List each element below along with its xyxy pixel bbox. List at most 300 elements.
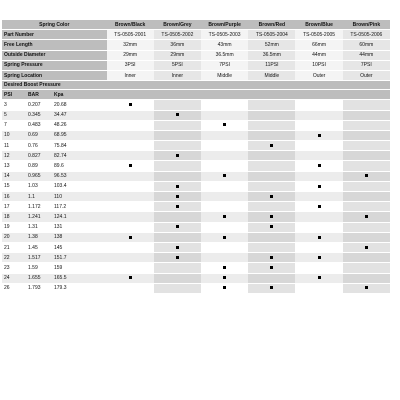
psi-value: 13 — [4, 163, 10, 170]
psi-value: 10 — [4, 132, 10, 139]
mark-cell — [343, 212, 390, 222]
mark-cell — [201, 161, 248, 171]
bar-value: 0.69 — [28, 132, 38, 139]
kpa-value: 131 — [54, 224, 63, 231]
selection-mark — [223, 123, 226, 126]
selection-mark — [270, 144, 273, 147]
mark-cell — [343, 151, 390, 161]
mark-cell — [343, 161, 390, 171]
unit-header-spacer — [201, 90, 248, 100]
mark-cell — [295, 192, 342, 202]
mark-cell — [295, 232, 342, 242]
bar-value: 1.655 — [28, 275, 41, 282]
pressure-values — [2, 283, 107, 293]
selection-mark — [129, 103, 132, 106]
kpa-value: 165.5 — [54, 275, 67, 282]
selection-mark — [223, 236, 226, 239]
unit-header-spacer — [248, 90, 295, 100]
spec-value: 36.5mm — [201, 50, 248, 60]
mark-cell — [201, 110, 248, 120]
column-header: Brown/Red — [248, 20, 295, 30]
mark-cell — [107, 283, 154, 293]
bar-value: 0.89 — [28, 163, 38, 170]
spec-value: 29mm — [154, 50, 201, 60]
selection-mark — [176, 256, 179, 259]
selection-mark — [176, 113, 179, 116]
bar-value: 0.76 — [28, 142, 38, 149]
bar-value: 1.31 — [28, 224, 38, 231]
psi-value: 17 — [4, 203, 10, 210]
mark-cell — [248, 192, 295, 202]
kpa-value: 20.68 — [54, 101, 67, 108]
mark-cell — [154, 242, 201, 252]
mark-cell — [248, 222, 295, 232]
boost-title-row — [2, 81, 390, 90]
pressure-row — [2, 110, 390, 120]
psi-value: 21 — [4, 244, 10, 251]
pressure-values — [2, 192, 107, 202]
pressure-row — [2, 130, 390, 140]
spec-value: Middle — [201, 70, 248, 80]
psi-value: 5 — [4, 112, 7, 119]
selection-mark — [270, 195, 273, 198]
mark-cell — [248, 202, 295, 212]
psi-value: 11 — [4, 142, 10, 149]
mark-cell — [107, 192, 154, 202]
mark-cell — [295, 100, 342, 110]
pressure-values — [2, 141, 107, 151]
mark-cell — [201, 100, 248, 110]
mark-cell — [343, 232, 390, 242]
kpa-value: 138 — [54, 234, 63, 241]
spec-value: 3PSI — [107, 60, 154, 70]
mark-cell — [343, 283, 390, 293]
mark-cell — [154, 232, 201, 242]
kpa-value: 179.3 — [54, 285, 67, 292]
selection-mark — [270, 266, 273, 269]
mark-cell — [343, 263, 390, 273]
psi-value: 15 — [4, 183, 10, 190]
selection-mark — [176, 246, 179, 249]
kpa-value: 145 — [54, 244, 63, 251]
mark-cell — [201, 141, 248, 151]
mark-cell — [154, 192, 201, 202]
spec-value: 7PSI — [201, 60, 248, 70]
mark-cell — [154, 263, 201, 273]
unit-header-spacer — [295, 90, 342, 100]
pressure-row — [2, 253, 390, 263]
psi-value: 20 — [4, 234, 10, 241]
mark-cell — [201, 263, 248, 273]
psi-value: 19 — [4, 224, 10, 231]
pressure-row — [2, 242, 390, 252]
spec-value: 11PSI — [248, 60, 295, 70]
mark-cell — [201, 232, 248, 242]
mark-cell — [343, 110, 390, 120]
header-row — [2, 20, 390, 30]
mark-cell — [201, 151, 248, 161]
kpa-value: 89.6 — [54, 163, 64, 170]
psi-value: 3 — [4, 101, 7, 108]
mark-cell — [248, 171, 295, 181]
psi-value: 23 — [4, 264, 10, 271]
spec-value: Outer — [343, 70, 390, 80]
mark-cell — [248, 181, 295, 191]
unit-header-spacer — [107, 90, 154, 100]
pressure-values — [2, 253, 107, 263]
column-header: Brown/Blue — [295, 20, 342, 30]
column-header: Brown/Pink — [343, 20, 390, 30]
kpa-value: 48.26 — [54, 122, 67, 129]
mark-cell — [154, 161, 201, 171]
unit-header-spacer — [343, 90, 390, 100]
mark-cell — [107, 181, 154, 191]
mark-cell — [154, 222, 201, 232]
selection-mark — [223, 174, 226, 177]
psi-value: 12 — [4, 152, 10, 159]
selection-mark — [318, 236, 321, 239]
spec-value: TS-0505-2006 — [343, 30, 390, 40]
pressure-row — [2, 120, 390, 130]
mark-cell — [107, 110, 154, 120]
bar-value: 1.1 — [28, 193, 35, 200]
spec-value: 66mm — [295, 40, 342, 50]
mark-cell — [107, 242, 154, 252]
spec-value: Middle — [248, 70, 295, 80]
mark-cell — [154, 141, 201, 151]
spec-value: TS-0505-2004 — [248, 30, 295, 40]
mark-cell — [107, 141, 154, 151]
spec-value: 5PSI — [154, 60, 201, 70]
kpa-value: 124.1 — [54, 213, 67, 220]
spec-value: 10PSI — [295, 60, 342, 70]
selection-mark — [176, 225, 179, 228]
psi-value: 7 — [4, 122, 7, 129]
spec-value: 60mm — [343, 40, 390, 50]
mark-cell — [295, 212, 342, 222]
pressure-row — [2, 192, 390, 202]
mark-cell — [201, 283, 248, 293]
mark-cell — [343, 100, 390, 110]
mark-cell — [295, 110, 342, 120]
selection-mark — [223, 266, 226, 269]
bar-value: 1.03 — [28, 183, 38, 190]
pressure-values — [2, 171, 107, 181]
selection-mark — [176, 205, 179, 208]
unit-header-spacer — [154, 90, 201, 100]
pressure-values — [2, 120, 107, 130]
selection-mark — [270, 215, 273, 218]
mark-cell — [343, 192, 390, 202]
kpa-value: 110 — [54, 193, 62, 200]
pressure-values — [2, 100, 107, 110]
mark-cell — [201, 130, 248, 140]
mark-cell — [248, 232, 295, 242]
bar-value: 1.59 — [28, 264, 38, 271]
selection-mark — [270, 256, 273, 259]
column-header: Brown/Grey — [154, 20, 201, 30]
spec-value: 52mm — [248, 40, 295, 50]
unit-header-bar: BAR — [28, 91, 39, 98]
psi-value: 22 — [4, 254, 10, 261]
mark-cell — [201, 202, 248, 212]
mark-cell — [154, 171, 201, 181]
spring-spec-table — [2, 20, 390, 294]
pressure-values — [2, 202, 107, 212]
mark-cell — [295, 151, 342, 161]
spec-value: 29mm — [107, 50, 154, 60]
mark-cell — [201, 253, 248, 263]
kpa-value: 103.4 — [54, 183, 67, 190]
selection-mark — [318, 164, 321, 167]
mark-cell — [201, 242, 248, 252]
selection-mark — [176, 185, 179, 188]
mark-cell — [295, 130, 342, 140]
spec-row-label: Free Length — [2, 40, 107, 50]
mark-cell — [107, 202, 154, 212]
mark-cell — [343, 253, 390, 263]
selection-mark — [318, 256, 321, 259]
mark-cell — [295, 120, 342, 130]
pressure-row — [2, 161, 390, 171]
bar-value: 1.793 — [28, 285, 41, 292]
pressure-row — [2, 151, 390, 161]
pressure-values — [2, 161, 107, 171]
spec-value: TS-0505-2003 — [201, 30, 248, 40]
mark-cell — [248, 100, 295, 110]
pressure-values — [2, 242, 107, 252]
spring-color-label: Spring Color — [2, 20, 107, 30]
mark-cell — [343, 273, 390, 283]
mark-cell — [295, 222, 342, 232]
pressure-row — [2, 171, 390, 181]
mark-cell — [107, 130, 154, 140]
mark-cell — [154, 212, 201, 222]
pressure-row — [2, 263, 390, 273]
mark-cell — [343, 181, 390, 191]
mark-cell — [248, 141, 295, 151]
mark-cell — [107, 120, 154, 130]
mark-cell — [154, 151, 201, 161]
mark-cell — [295, 171, 342, 181]
spec-value: 36mm — [154, 40, 201, 50]
pressure-values — [2, 110, 107, 120]
pressure-values — [2, 222, 107, 232]
mark-cell — [201, 212, 248, 222]
mark-cell — [295, 283, 342, 293]
pressure-row — [2, 232, 390, 242]
spec-row-label: Part Number — [2, 30, 107, 40]
pressure-values — [2, 181, 107, 191]
pressure-row — [2, 202, 390, 212]
mark-cell — [248, 151, 295, 161]
mark-cell — [201, 192, 248, 202]
bar-value: 1.45 — [28, 244, 38, 251]
kpa-value: 34.47 — [54, 112, 67, 119]
selection-mark — [223, 215, 226, 218]
spec-value: Inner — [107, 70, 154, 80]
bar-value: 0.345 — [28, 112, 41, 119]
mark-cell — [201, 171, 248, 181]
mark-cell — [343, 120, 390, 130]
unit-header-kpa: Kpa — [54, 91, 64, 98]
mark-cell — [154, 253, 201, 263]
kpa-value: 151.7 — [54, 254, 67, 261]
mark-cell — [248, 242, 295, 252]
bar-value: 0.483 — [28, 122, 41, 129]
mark-cell — [201, 273, 248, 283]
spec-row — [2, 50, 390, 60]
mark-cell — [248, 161, 295, 171]
mark-cell — [154, 110, 201, 120]
mark-cell — [107, 212, 154, 222]
mark-cell — [107, 232, 154, 242]
unit-header — [2, 90, 107, 100]
selection-mark — [176, 195, 179, 198]
mark-cell — [343, 202, 390, 212]
selection-mark — [270, 286, 273, 289]
kpa-value: 68.95 — [54, 132, 67, 139]
selection-mark — [365, 174, 368, 177]
mark-cell — [295, 242, 342, 252]
mark-cell — [295, 273, 342, 283]
psi-value: 26 — [4, 285, 10, 292]
boost-title: Desired Boost Pressure — [2, 81, 390, 90]
mark-cell — [201, 120, 248, 130]
spec-row-label: Spring Location — [2, 70, 107, 80]
bar-value: 0.965 — [28, 173, 41, 180]
pressure-row — [2, 212, 390, 222]
mark-cell — [343, 242, 390, 252]
kpa-value: 75.84 — [54, 142, 67, 149]
selection-mark — [365, 246, 368, 249]
mark-cell — [248, 120, 295, 130]
mark-cell — [154, 283, 201, 293]
mark-cell — [201, 222, 248, 232]
mark-cell — [248, 130, 295, 140]
pressure-values — [2, 273, 107, 283]
mark-cell — [295, 263, 342, 273]
kpa-value: 159 — [54, 264, 63, 271]
spec-value: TS-0505-2005 — [295, 30, 342, 40]
bar-value: 1.172 — [28, 203, 41, 210]
bar-value: 0.827 — [28, 152, 41, 159]
pressure-row — [2, 100, 390, 110]
pressure-row — [2, 273, 390, 283]
psi-value: 14 — [4, 173, 10, 180]
spec-value: 44mm — [343, 50, 390, 60]
mark-cell — [295, 161, 342, 171]
selection-mark — [318, 134, 321, 137]
spec-value: 36.5mm — [248, 50, 295, 60]
pressure-values — [2, 263, 107, 273]
mark-cell — [154, 202, 201, 212]
spec-value: 43mm — [201, 40, 248, 50]
mark-cell — [107, 161, 154, 171]
mark-cell — [107, 171, 154, 181]
kpa-value: 96.53 — [54, 173, 67, 180]
spec-value: 7PSI — [343, 60, 390, 70]
pressure-row — [2, 141, 390, 151]
selection-mark — [270, 225, 273, 228]
mark-cell — [154, 100, 201, 110]
spec-value: 32mm — [107, 40, 154, 50]
selection-mark — [365, 286, 368, 289]
spec-row-label: Outside Diameter — [2, 50, 107, 60]
mark-cell — [343, 222, 390, 232]
mark-cell — [154, 181, 201, 191]
bar-value: 1.241 — [28, 213, 41, 220]
pressure-values — [2, 130, 107, 140]
bar-value: 0.207 — [28, 101, 41, 108]
mark-cell — [107, 263, 154, 273]
mark-cell — [154, 130, 201, 140]
spec-value: TS-0505-2001 — [107, 30, 154, 40]
bar-value: 1.38 — [28, 234, 38, 241]
psi-value: 24 — [4, 275, 10, 282]
mark-cell — [248, 273, 295, 283]
pressure-row — [2, 283, 390, 293]
pressure-row — [2, 181, 390, 191]
bar-value: 1.517 — [28, 254, 41, 261]
spec-row — [2, 60, 390, 70]
kpa-value: 117.2 — [54, 203, 67, 210]
mark-cell — [248, 253, 295, 263]
unit-header-row — [2, 90, 390, 100]
mark-cell — [343, 141, 390, 151]
mark-cell — [295, 253, 342, 263]
mark-cell — [295, 202, 342, 212]
kpa-value: 82.74 — [54, 152, 67, 159]
mark-cell — [154, 273, 201, 283]
psi-value: 16 — [4, 193, 10, 200]
pressure-row — [2, 222, 390, 232]
mark-cell — [154, 120, 201, 130]
mark-cell — [343, 130, 390, 140]
selection-mark — [318, 185, 321, 188]
mark-cell — [107, 273, 154, 283]
pressure-values — [2, 151, 107, 161]
spec-row — [2, 40, 390, 50]
spec-row — [2, 30, 390, 40]
mark-cell — [248, 212, 295, 222]
mark-cell — [107, 222, 154, 232]
mark-cell — [343, 171, 390, 181]
spec-row — [2, 70, 390, 80]
mark-cell — [248, 283, 295, 293]
pressure-values — [2, 232, 107, 242]
mark-cell — [295, 181, 342, 191]
selection-mark — [176, 154, 179, 157]
selection-mark — [223, 286, 226, 289]
pressure-values — [2, 212, 107, 222]
spec-row-label: Spring Pressure — [2, 60, 107, 70]
mark-cell — [248, 110, 295, 120]
spec-value: Inner — [154, 70, 201, 80]
selection-mark — [365, 215, 368, 218]
spec-value: Outer — [295, 70, 342, 80]
psi-value: 18 — [4, 213, 10, 220]
mark-cell — [201, 181, 248, 191]
mark-cell — [107, 151, 154, 161]
mark-cell — [295, 141, 342, 151]
selection-mark — [223, 276, 226, 279]
selection-mark — [318, 205, 321, 208]
spec-value: TS-0505-2002 — [154, 30, 201, 40]
selection-mark — [129, 276, 132, 279]
selection-mark — [129, 164, 132, 167]
column-header: Brown/Black — [107, 20, 154, 30]
